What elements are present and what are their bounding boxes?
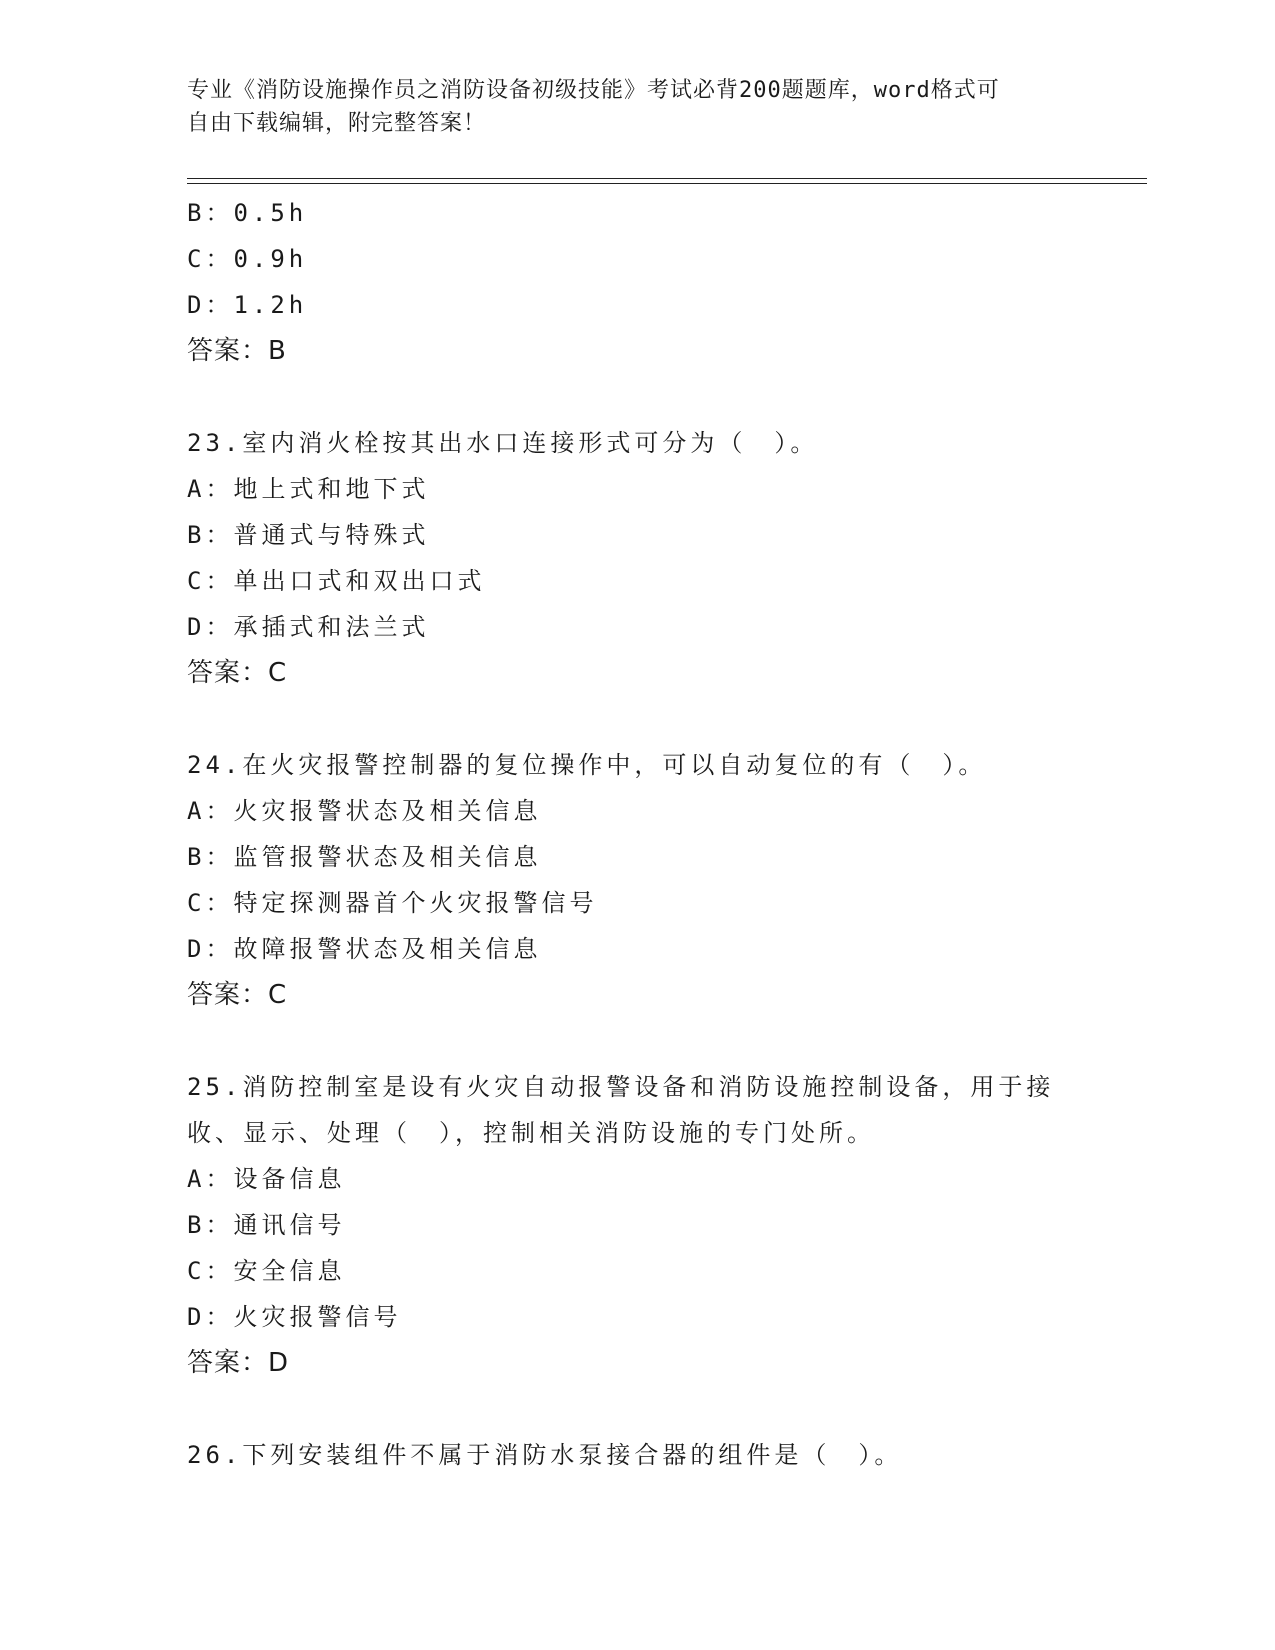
spacer (187, 374, 1067, 420)
option-d: D：1.2h (187, 291, 308, 319)
document-page (187, 0, 1147, 1650)
option-d: D：火灾报警信号 (187, 1303, 402, 1331)
spacer (187, 1386, 1067, 1432)
answer: 答案：B (187, 336, 287, 366)
header-divider-bottom (187, 183, 1147, 184)
question-stem: 24.在火灾报警控制器的复位操作中，可以自动复位的有（ ）。 (187, 751, 987, 779)
option-b: B：普通式与特殊式 (187, 521, 430, 549)
spacer (187, 696, 1067, 742)
question-23 (187, 420, 1067, 696)
answer: 答案：C (187, 980, 288, 1010)
option-b: B：0.5h (187, 199, 308, 227)
header-line-1: 专业《消防设施操作员之消防设备初级技能》考试必背200题题库，word格式可 (187, 78, 1000, 103)
option-b: B：通讯信号 (187, 1211, 346, 1239)
answer: 答案：C (187, 658, 288, 688)
question-stem: 23.室内消火栓按其出水口连接形式可分为（ ）。 (187, 429, 819, 457)
option-c: C：0.9h (187, 245, 308, 273)
question-25 (187, 1064, 1067, 1386)
answer: 答案：D (187, 1348, 290, 1378)
header-line-2: 自由下载编辑，附完整答案！ (187, 111, 487, 136)
question-stem: 26.下列安装组件不属于消防水泵接合器的组件是（ ）。 (187, 1441, 903, 1469)
question-24 (187, 742, 1067, 1018)
option-d: D：故障报警状态及相关信息 (187, 935, 542, 963)
question-26 (187, 1432, 1067, 1478)
question-22-partial (187, 190, 1067, 374)
option-b: B：监管报警状态及相关信息 (187, 843, 542, 871)
option-c: C：安全信息 (187, 1257, 346, 1285)
option-a: A：地上式和地下式 (187, 475, 430, 503)
spacer (187, 1018, 1067, 1064)
option-a: A：设备信息 (187, 1165, 346, 1193)
document-header (187, 74, 1067, 140)
option-d: D：承插式和法兰式 (187, 613, 430, 641)
option-a: A：火灾报警状态及相关信息 (187, 797, 542, 825)
option-c: C：特定探测器首个火灾报警信号 (187, 889, 598, 917)
option-c: C：单出口式和双出口式 (187, 567, 486, 595)
header-divider-top (187, 178, 1147, 179)
question-list (187, 190, 1067, 1478)
question-stem: 25.消防控制室是设有火灾自动报警设备和消防设施控制设备，用于接收、显示、处理（ ），控制相关消防设施的专门处所。 (187, 1073, 1055, 1147)
